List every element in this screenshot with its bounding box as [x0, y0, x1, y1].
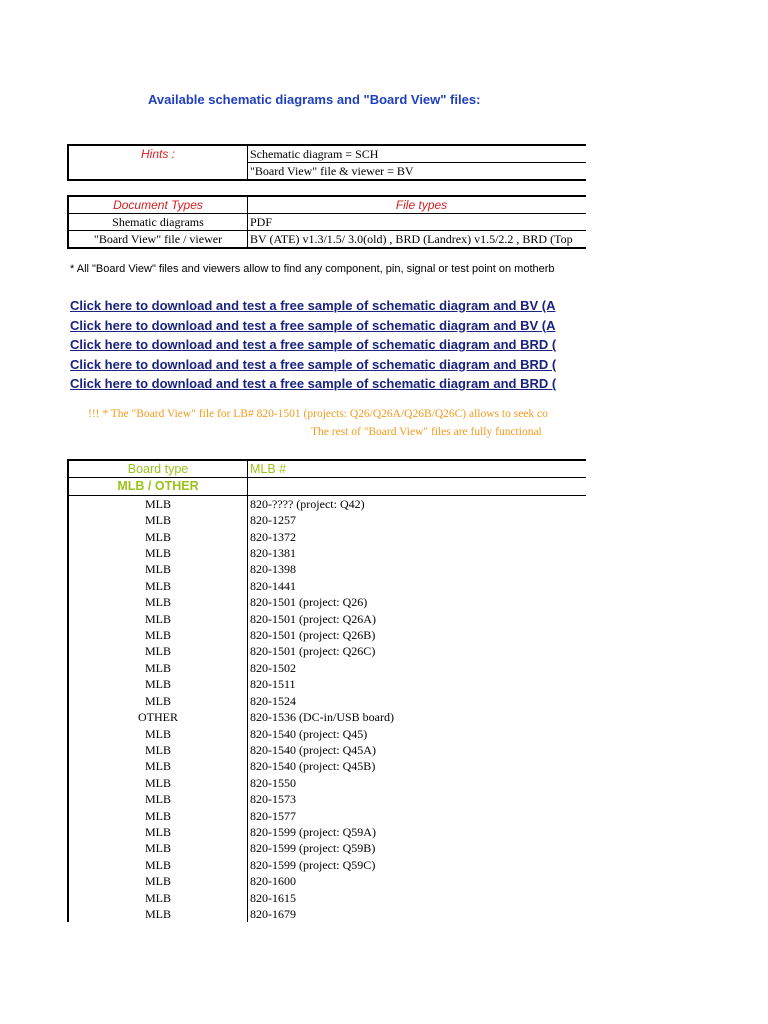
board-type-cell: MLB [68, 545, 248, 561]
mlb-number-cell: 820-1536 (DC-in/USB board) [250, 710, 394, 725]
board-type-cell: MLB [68, 808, 248, 824]
mlb-number-cell: 820-1599 (project: Q59B) [250, 841, 376, 856]
table-row [68, 791, 586, 807]
table-row [68, 709, 586, 725]
download-links [70, 296, 556, 394]
board-type-cell: MLB [68, 512, 248, 528]
mlb-number-cell: 820-1511 [250, 677, 296, 692]
download-sample-link[interactable]: Click here to download and test a free sample of schematic diagram and BV (A [70, 298, 556, 313]
board-type-cell: MLB [68, 857, 248, 873]
subheader-empty [248, 478, 587, 495]
header-mlb-number: MLB # [250, 462, 287, 476]
mlb-number-cell: 820-1599 (project: Q59C) [250, 857, 376, 872]
table-row [68, 873, 586, 889]
board-type-cell: MLB [68, 873, 248, 889]
board-type-cell: MLB [68, 742, 248, 758]
board-type-cell: MLB [68, 594, 248, 610]
mlb-number-cell: 820-1501 (project: Q26A) [250, 611, 376, 626]
document-types-table [67, 195, 586, 249]
mlb-number-cell: 820-1524 [250, 693, 296, 708]
warning-line: The rest of "Board View" files are fully functional [311, 426, 542, 438]
table-row [68, 578, 586, 594]
board-type-cell: MLB [68, 840, 248, 856]
mlb-number-cell: 820-1550 [250, 775, 296, 790]
mlb-number-cell: 820-1502 [250, 660, 296, 675]
doc-type-cell: "Board View" file / viewer [68, 231, 248, 249]
table-row [68, 676, 586, 692]
mlb-number-cell: 820-1381 [250, 546, 296, 561]
header-document-types: Document Types [68, 196, 248, 214]
table-row [68, 906, 586, 922]
mlb-number-cell: 820-1540 (project: Q45A) [250, 742, 376, 757]
table-row [68, 840, 586, 856]
hints-label: Hints : [68, 145, 248, 180]
board-type-cell: MLB [68, 676, 248, 692]
table-row [68, 561, 586, 577]
doc-type-cell: Shematic diagrams [68, 214, 248, 231]
warning-line: !!! * The "Board View" file for LB# 820-1501 (projects: Q26/Q26A/Q26B/Q26C) allows to seek co [88, 408, 548, 420]
board-type-cell: MLB [68, 890, 248, 906]
table-row [68, 890, 586, 906]
subheader-mlb-other: MLB / OTHER [68, 478, 248, 495]
table-row [68, 495, 586, 512]
board-type-cell: MLB [68, 561, 248, 577]
table-row [68, 643, 586, 659]
file-type-cell: PDF [248, 214, 587, 231]
header-board-type: Board type [68, 460, 248, 478]
board-type-cell: MLB [68, 660, 248, 676]
table-row [68, 857, 586, 873]
board-type-cell: MLB [68, 824, 248, 840]
mlb-number-cell: 820-1577 [250, 808, 296, 823]
mlb-number-cell: 820-1615 [250, 890, 296, 905]
board-type-cell: MLB [68, 627, 248, 643]
boardview-note: * All "Board View" files and viewers allow to find any component, pin, signal or test point on motherb [70, 263, 555, 275]
page-title: Available schematic diagrams and "Board View" files: [148, 92, 481, 107]
board-type-cell: MLB [68, 529, 248, 545]
board-type-cell: MLB [68, 495, 248, 512]
table-row [68, 627, 586, 643]
table-row [68, 529, 586, 545]
table-row [68, 660, 586, 676]
board-type-cell: MLB [68, 791, 248, 807]
mlb-number-cell: 820-1679 [250, 906, 296, 921]
board-type-cell: MLB [68, 578, 248, 594]
table-row [68, 742, 586, 758]
table-row [68, 758, 586, 774]
mlb-number-cell: 820-1372 [250, 529, 296, 544]
board-type-cell: MLB [68, 693, 248, 709]
table-row [68, 545, 586, 561]
board-type-cell: MLB [68, 775, 248, 791]
table-row [68, 824, 586, 840]
board-type-cell: MLB [68, 643, 248, 659]
mlb-number-cell: 820-1540 (project: Q45) [250, 726, 368, 741]
mlb-number-cell: 820-1441 [250, 578, 296, 593]
table-row [68, 594, 586, 610]
hints-row: "Board View" file & viewer = BV [250, 164, 414, 178]
download-sample-link[interactable]: Click here to download and test a free sample of schematic diagram and BRD ( [70, 356, 557, 372]
hints-row: Schematic diagram = SCH [248, 145, 587, 163]
mlb-number-cell: 820-1599 (project: Q59A) [250, 824, 376, 839]
mlb-number-cell: 820-1501 (project: Q26C) [250, 644, 376, 659]
mlb-number-cell: 820-1501 (project: Q26) [250, 595, 368, 610]
mlb-number-cell: 820-1540 (project: Q45B) [250, 759, 376, 774]
board-type-cell: MLB [68, 758, 248, 774]
table-row [68, 726, 586, 742]
table-row [68, 512, 586, 528]
mlb-number-cell: 820-1600 [250, 874, 296, 889]
mlb-number-cell: 820-1398 [250, 562, 296, 577]
download-sample-link[interactable]: Click here to download and test a free sample of schematic diagram and BV (A [70, 317, 556, 333]
hints-table [67, 144, 586, 181]
table-row [68, 611, 586, 627]
download-sample-link[interactable]: Click here to download and test a free sample of schematic diagram and BRD ( [70, 337, 557, 352]
board-type-cell: OTHER [68, 709, 248, 725]
board-type-cell: MLB [68, 906, 248, 922]
board-type-cell: MLB [68, 726, 248, 742]
mlb-number-cell: 820-???? (project: Q42) [250, 496, 365, 511]
boards-table [67, 459, 586, 922]
board-type-cell: MLB [68, 611, 248, 627]
file-type-cell: BV (ATE) v1.3/1.5/ 3.0(old) , BRD (Landrex) v1.5/2.2 , BRD (Top [248, 231, 587, 249]
table-row [68, 693, 586, 709]
mlb-number-cell: 820-1257 [250, 513, 296, 528]
header-file-types: File types [248, 196, 587, 214]
mlb-number-cell: 820-1501 (project: Q26B) [250, 628, 376, 643]
table-row [68, 808, 586, 824]
download-sample-link[interactable]: Click here to download and test a free sample of schematic diagram and BRD ( [70, 376, 557, 391]
mlb-number-cell: 820-1573 [250, 792, 296, 807]
table-row [68, 775, 586, 791]
